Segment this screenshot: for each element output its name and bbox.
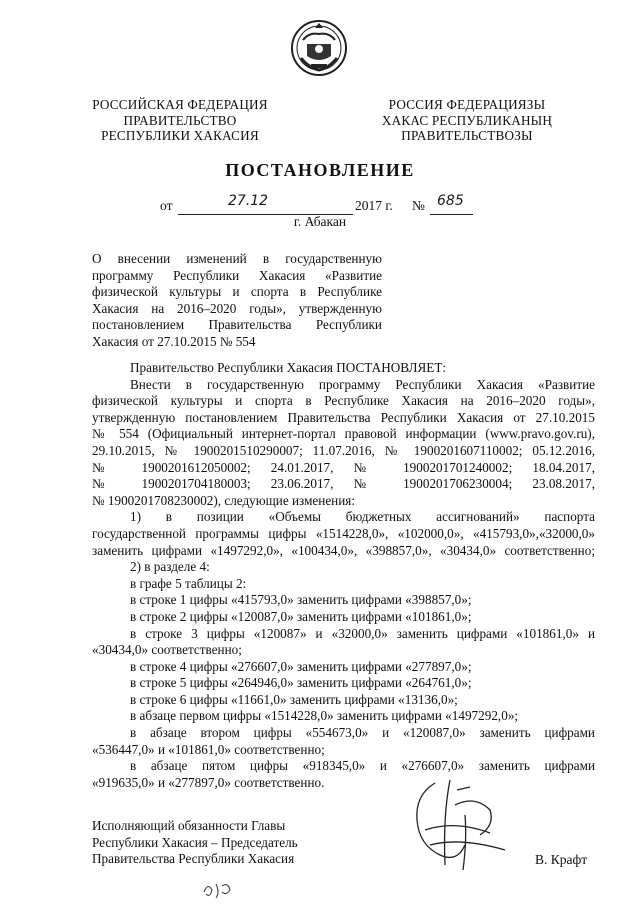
document-body	[92, 360, 595, 791]
header-right	[362, 97, 572, 144]
body-line: № 554 (Официальный интернет-портал правовой информации (www.pravo.gov.ru),	[92, 426, 595, 442]
body-line: физической культуры и спорта в Республике Хакасия на 2016–2020 годы»,	[92, 393, 595, 409]
body-line: «536447,0» и «101861,0» соответственно;	[92, 741, 325, 757]
city: г. Абакан	[293, 214, 347, 229]
signatory-line: Исполняющий обязанности Главы	[92, 818, 286, 833]
number-prefix: №	[412, 198, 425, 213]
body-line: в строке 2 цифры «120087,0» заменить цифрами «101861,0»;	[130, 608, 472, 624]
header-right-line: ХАКАС РЕСПУБЛИКАНЫҢ	[381, 112, 553, 128]
signatory-position	[92, 818, 352, 868]
header-right-line: ПРАВИТЕЛЬСТВОЗЫ	[401, 128, 533, 143]
signatory-line: Правительства Республики Хакасия	[92, 851, 295, 867]
body-line: в графе 5 таблицы 2:	[130, 575, 247, 591]
body-line: в строке 5 цифры «264946,0» заменить цифрами «264761,0»;	[130, 675, 472, 691]
body-line: 1) в позиции «Объемы бюджетных ассигнований» паспорта	[130, 509, 595, 525]
header-left-line: РОССИЙСКАЯ ФЕДЕРАЦИЯ	[92, 97, 268, 112]
body-line: «919635,0» и «277897,0» соответственно.	[92, 774, 325, 790]
body-line: в строке 4 цифры «276607,0» заменить цифрами «277897,0»;	[130, 658, 472, 674]
body-line: в абзаце пятом цифры «918345,0» и «276607,0» заменить цифрами	[130, 758, 595, 774]
body-line: в абзаце первом цифры «1514228,0» заменить цифрами «1497292,0»;	[130, 708, 519, 724]
header-left-line: РЕСПУБЛИКИ ХАКАСИЯ	[101, 128, 259, 143]
body-line: государственной программы цифры «1514228,0», «102000,0», «415793,0»,«32000,0»	[92, 525, 595, 541]
date-handwritten: 27.12	[228, 193, 269, 209]
date-prefix: от	[160, 198, 173, 213]
date-year: 2017 г.	[355, 198, 393, 213]
header-left	[80, 97, 280, 144]
body-line: в строке 6 цифры «11661,0» заменить цифрами «13136,0»;	[130, 691, 458, 707]
body-intro: Правительство Республики Хакасия ПОСТАНОВЛЯЕТ:	[130, 360, 447, 375]
document-title: ПОСТАНОВЛЕНИЕ	[225, 160, 415, 180]
signatory-name: В. Крафт	[535, 852, 588, 867]
number-handwritten: 685	[437, 193, 464, 209]
handwritten-signature	[395, 775, 510, 880]
body-line: утвержденную постановлением Правительства Республики Хакасия от 27.10.2015	[92, 409, 595, 425]
body-line: в абзаце втором цифры «554673,0» и «120087,0» заменить цифрами	[130, 725, 595, 741]
coat-of-arms-emblem	[289, 18, 349, 78]
header-left-line: ПРАВИТЕЛЬСТВО	[123, 112, 237, 128]
body-line: № 1900201704180003; 23.06.2017, № 1900201706230004; 23.08.2017,	[92, 476, 595, 492]
body-line: Внести в государственную программу Республики Хакасия «Развитие	[130, 376, 595, 392]
signatory-line: Республики Хакасия – Председатель	[92, 834, 298, 850]
body-line: «30434,0» соответственно;	[92, 642, 242, 658]
body-line: 2) в разделе 4:	[130, 559, 210, 575]
body-line: № 1900201708230002), следующие изменения:	[92, 492, 356, 508]
body-line: в строке 1 цифры «415793,0» заменить цифрами «398857,0»;	[130, 592, 472, 608]
body-line: № 1900201612050002; 24.01.2017, № 1900201701240002; 18.04.2017,	[92, 459, 595, 475]
handwritten-mark	[200, 876, 240, 901]
body-line: 29.10.2015, № 1900201510290007; 11.07.2016, № 1900201607110002; 05.12.2016,	[92, 442, 595, 458]
header-right-line: РОССИЯ ФЕДЕРАЦИЯЗЫ	[388, 97, 546, 112]
body-line: в строке 3 цифры «120087» и «32000,0» заменить цифрами «101861,0» и	[130, 625, 595, 641]
body-line: заменить цифрами «1497292,0», «100434,0», «398857,0», «30434,0» соответственно;	[92, 542, 595, 558]
document-subject: О внесении изменений в государственную программу Республики Хакасия «Развитие физической культуры и спорта в Республике Хакасия на 2016–2020 годы», утвержденную постановлением Правительства Республики Хакасия от 27.10.2015 № 554	[92, 251, 382, 349]
